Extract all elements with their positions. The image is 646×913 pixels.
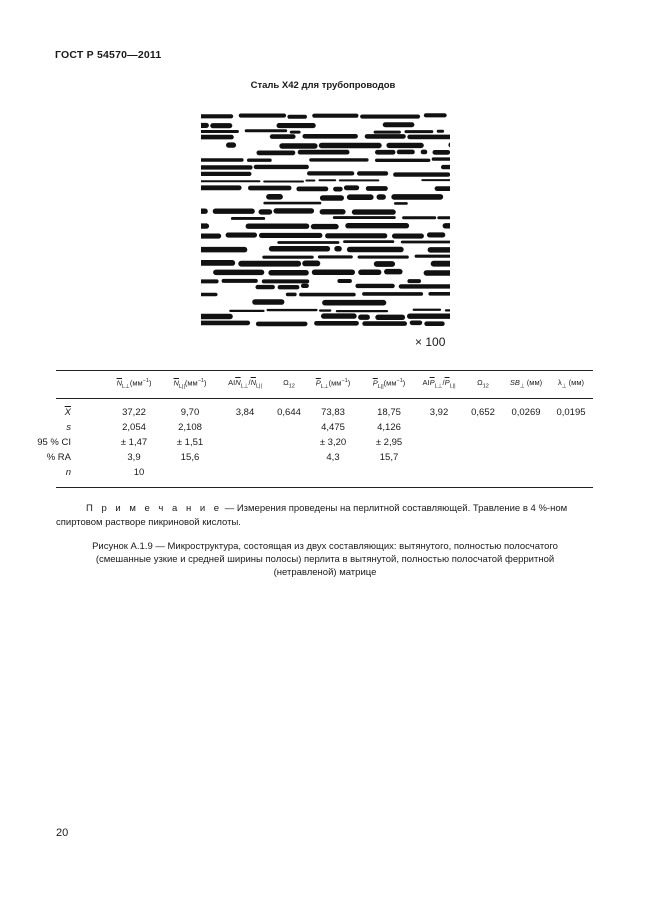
- cell-mean-p-par: 18,75: [377, 407, 401, 418]
- pearlite-band: [247, 159, 272, 162]
- pearlite-band: [401, 241, 450, 244]
- pearlite-band: [339, 179, 380, 181]
- pearlite-band: [201, 165, 253, 169]
- page-number: 20: [56, 827, 69, 839]
- pearlite-band: [305, 180, 315, 182]
- col-header-ai-p: $AI\overline{P}_{L\perp}/\overline{P}_{L||}$: [422, 378, 456, 390]
- pearlite-band: [405, 130, 434, 133]
- pearlite-band: [345, 223, 409, 228]
- pearlite-band: [238, 261, 301, 267]
- cell-mean-omega-n: 0,644: [277, 407, 301, 418]
- pearlite-band: [245, 129, 288, 132]
- pearlite-band: [201, 260, 235, 266]
- document-header: ГОСТ Р 54570—2011: [55, 49, 162, 61]
- cell-mean-omega-p: 0,652: [471, 407, 495, 418]
- pearlite-band: [312, 114, 358, 118]
- pearlite-band: [415, 255, 450, 258]
- pearlite-band: [319, 179, 337, 181]
- pearlite-band: [201, 279, 219, 283]
- pearlite-band: [226, 233, 257, 238]
- pearlite-band: [410, 321, 423, 326]
- pearlite-band: [443, 223, 450, 228]
- pearlite-band: [312, 270, 355, 276]
- pearlite-band: [397, 150, 415, 155]
- table-note: [56, 502, 594, 530]
- pearlite-band: [269, 246, 330, 252]
- col-header-n-perp: $\overline{N}_{L\perp}(мм^{-1})$: [116, 378, 152, 390]
- pearlite-band: [360, 115, 420, 119]
- cell-s-p-par: 4,126: [377, 422, 401, 433]
- note-text: — Измерения проведены на перлитной составляющей. Травление в 4 %-ном спиртовом растворе пикриновой кислоты.: [56, 503, 568, 528]
- cell-n-count: 10: [133, 467, 145, 478]
- cell-mean-n-par: 9,70: [180, 407, 200, 418]
- col-header-sb: $SB_\perp$ (мм): [509, 378, 543, 390]
- pearlite-band: [201, 293, 218, 297]
- pearlite-band: [334, 246, 342, 252]
- pearlite-band: [365, 134, 406, 139]
- pearlite-band: [301, 284, 309, 288]
- pearlite-band: [433, 150, 451, 155]
- pearlite-band: [320, 209, 346, 214]
- pearlite-band: [278, 285, 300, 289]
- pearlite-band: [352, 209, 396, 214]
- pearlite-band: [407, 314, 450, 319]
- pearlite-band: [347, 247, 404, 253]
- cell-ci-n-par: ± 1,51: [176, 437, 204, 448]
- pearlite-band: [201, 223, 209, 228]
- table-rule-bottom: [56, 487, 593, 488]
- pearlite-band: [268, 270, 308, 276]
- pearlite-band: [302, 261, 320, 267]
- pearlite-band: [441, 165, 450, 169]
- pearlite-band: [296, 187, 328, 192]
- pearlite-band: [421, 179, 450, 181]
- row-label-mean: $\overline{X}$: [64, 407, 71, 418]
- pearlite-band: [445, 309, 450, 311]
- pearlite-band: [320, 195, 344, 201]
- pearlite-band: [263, 202, 321, 205]
- pearlite-band: [437, 216, 450, 219]
- pearlite-band: [375, 159, 430, 162]
- pearlite-band: [424, 270, 450, 276]
- pearlite-band: [259, 233, 322, 238]
- pearlite-band: [337, 279, 352, 283]
- micrograph-image: [201, 112, 450, 330]
- cell-ci-n-perp: ± 1,47: [120, 437, 148, 448]
- pearlite-band: [435, 186, 450, 191]
- pearlite-band: [254, 165, 309, 169]
- pearlite-band: [431, 261, 450, 267]
- pearlite-band: [344, 185, 359, 190]
- pearlite-band: [374, 131, 401, 134]
- pearlite-band: [213, 209, 255, 214]
- pearlite-band: [357, 171, 388, 175]
- cell-mean-ai-p: 3,92: [429, 407, 449, 418]
- row-label-n: n: [65, 467, 71, 478]
- pearlite-band: [336, 310, 388, 312]
- pearlite-band: [270, 134, 296, 139]
- col-header-n-par: $\overline{N}_{L||}(мм^{-1})$: [173, 378, 207, 390]
- pearlite-band: [428, 292, 450, 296]
- pearlite-band: [201, 209, 208, 214]
- cell-mean-lambda: 0,0195: [556, 407, 586, 418]
- pearlite-band: [407, 135, 450, 140]
- pearlite-band: [201, 314, 233, 319]
- pearlite-band: [201, 130, 239, 133]
- col-header-p-perp: $\overline{P}_{L\perp}(мм^{-1})$: [315, 378, 351, 390]
- pearlite-band: [287, 115, 307, 119]
- pearlite-band: [309, 158, 368, 161]
- cell-mean-sb: 0,0269: [511, 407, 541, 418]
- cell-mean-n-perp: 37,22: [122, 407, 146, 418]
- pearlite-band: [362, 292, 423, 296]
- pearlite-band: [392, 234, 424, 239]
- pearlite-band: [432, 157, 450, 160]
- col-header-omega-p: $\Omega_{12}$: [477, 378, 489, 390]
- pearlite-band: [311, 224, 339, 229]
- cell-s-n-par: 2,108: [178, 422, 202, 433]
- pearlite-band: [319, 143, 382, 148]
- pearlite-band: [201, 172, 252, 176]
- pearlite-band: [201, 158, 244, 161]
- pearlite-band: [277, 241, 339, 244]
- pearlite-band: [333, 187, 343, 192]
- pearlite-band: [386, 143, 423, 148]
- pearlite-band: [239, 114, 286, 118]
- pearlite-band: [347, 194, 374, 200]
- cell-ci-p-par: ± 2,95: [375, 437, 403, 448]
- pearlite-band: [314, 321, 359, 326]
- pearlite-band: [375, 315, 405, 320]
- pearlite-band: [319, 309, 331, 311]
- pearlite-band: [222, 279, 258, 283]
- pearlite-band: [421, 150, 428, 155]
- pearlite-band: [399, 284, 450, 288]
- pearlite-band: [437, 130, 444, 133]
- pearlite-band: [358, 270, 381, 276]
- pearlite-band: [384, 269, 403, 275]
- pearlite-band: [262, 279, 309, 283]
- pearlite-band: [393, 172, 450, 176]
- pearlite-band: [259, 209, 273, 214]
- pearlite-band: [307, 171, 354, 175]
- pearlite-band: [366, 186, 388, 191]
- cell-s-n-perp: 2,054: [122, 422, 146, 433]
- pearlite-band: [256, 322, 308, 327]
- table-rule-top: [56, 370, 593, 371]
- pearlite-band: [201, 114, 233, 118]
- pearlite-band: [201, 234, 221, 239]
- pearlite-band: [303, 134, 358, 139]
- pearlite-band: [201, 180, 260, 182]
- pearlite-band: [343, 240, 394, 243]
- pearlite-band: [231, 217, 265, 220]
- pearlite-band: [290, 131, 301, 134]
- pearlite-band: [358, 256, 409, 259]
- row-label-ci: 95 % CI: [37, 437, 71, 448]
- pearlite-band: [391, 194, 443, 200]
- col-header-p-par: $\overline{P}_{L||}(мм^{-1})$: [372, 378, 406, 390]
- pearlite-band: [428, 247, 450, 253]
- pearlite-band: [213, 270, 264, 276]
- pearlite-band: [402, 216, 436, 219]
- pearlite-band: [322, 300, 386, 306]
- magnification-label: × 100: [415, 335, 446, 349]
- pearlite-band: [210, 123, 232, 128]
- pearlite-band: [318, 255, 353, 258]
- pearlite-band: [298, 150, 350, 155]
- pearlite-band: [333, 216, 396, 219]
- pearlite-band: [355, 284, 394, 288]
- cell-s-p-perp: 4,475: [321, 422, 345, 433]
- cell-ra-p-par: 15,7: [379, 452, 399, 463]
- cell-mean-ai-n: 3,84: [235, 407, 255, 418]
- pearlite-band: [358, 315, 370, 320]
- pearlite-band: [321, 313, 357, 318]
- note-prefix: П р и м е ч а н и е: [86, 503, 223, 514]
- pearlite-band: [413, 309, 442, 311]
- row-label-ra: % RA: [46, 452, 71, 463]
- cell-mean-p-perp: 73,83: [321, 407, 345, 418]
- pearlite-band: [377, 194, 386, 200]
- col-header-ai-n: $AI\overline{N}_{L\perp}/\overline{N}_{L||}$: [228, 378, 262, 390]
- pearlite-band: [226, 142, 236, 147]
- table-rule-middle: [56, 398, 593, 399]
- pearlite-band: [374, 261, 395, 267]
- pearlite-band: [201, 123, 209, 128]
- cell-ra-p-perp: 4,3: [326, 452, 340, 463]
- pearlite-band: [424, 321, 444, 326]
- cell-ci-p-perp: ± 3,20: [319, 437, 347, 448]
- pearlite-band: [407, 279, 421, 283]
- col-header-lambda: $\lambda_\perp$ (мм): [558, 378, 584, 390]
- figure-caption: Рисунок А.1.9 — Микроструктура, состоящая из двух составляющих: вытянутого, полностью полосчатого (смешанные узкие и средней ширины полосы) перлита в вытянутой, полностью полосчатой ферритной (нетравленой) матрице: [92, 541, 558, 578]
- pearlite-band: [375, 150, 396, 155]
- pearlite-band: [201, 135, 234, 140]
- pearlite-band: [201, 247, 247, 253]
- pearlite-band: [394, 202, 408, 205]
- pearlite-band: [424, 113, 447, 117]
- pearlite-band: [263, 181, 304, 183]
- row-label-s: s: [66, 422, 71, 433]
- col-header-omega-n: $\Omega_{12}$: [283, 378, 295, 390]
- cell-ra-n-perp: 3,9: [127, 452, 141, 463]
- pearlite-band: [256, 285, 275, 289]
- pearlite-band: [279, 143, 317, 148]
- pearlite-band: [427, 232, 445, 237]
- pearlite-band: [229, 310, 264, 312]
- pearlite-band: [277, 123, 316, 128]
- pearlite-band: [252, 299, 284, 305]
- pearlite-band: [299, 293, 356, 297]
- pearlite-band: [201, 321, 250, 326]
- pearlite-band: [201, 185, 242, 190]
- pearlite-band: [267, 309, 318, 311]
- pearlite-band: [325, 233, 387, 238]
- figure-title: Сталь X42 для трубопроводов: [250, 80, 396, 91]
- pearlite-band: [383, 122, 415, 127]
- pearlite-band: [248, 186, 292, 191]
- cell-ra-n-par: 15,6: [180, 452, 200, 463]
- pearlite-band: [257, 151, 296, 156]
- pearlite-band: [286, 293, 297, 297]
- pearlite-band: [362, 321, 407, 326]
- pearlite-band: [262, 256, 313, 259]
- pearlite-band: [273, 208, 314, 213]
- pearlite-band: [246, 224, 310, 229]
- pearlite-band: [266, 194, 283, 200]
